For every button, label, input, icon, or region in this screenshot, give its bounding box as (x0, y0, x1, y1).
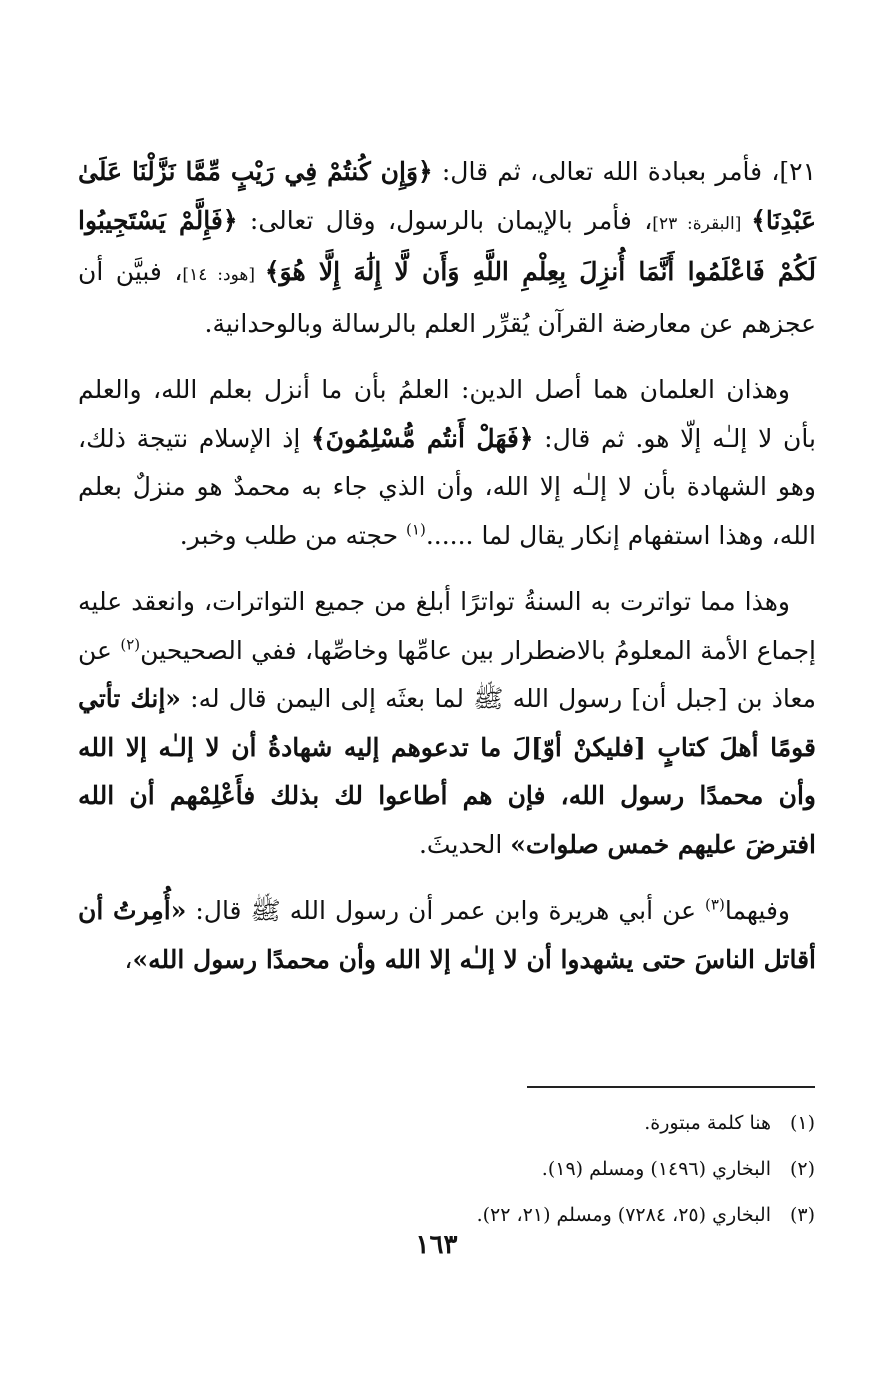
footnote-ref-3[interactable]: (٣) (705, 895, 725, 914)
p4-text-b: عن أبي هريرة وابن عمر أن رسول الله ﷺ قال: (186, 896, 706, 925)
p1-text-b: ، فأمر بالإيمان بالرسول، وقال تعالى: (237, 205, 653, 235)
footnote-2 (115, 1146, 815, 1192)
main-text (78, 148, 816, 1002)
hadith-muadh: «إنك تأتي قومًا أهلَ كتابٍ [فليكنْ أوّ]لَ ما تدعوهم إليه شهادةُ أن لا إلـٰه إلا الله وأن محمدًا رسول الله، فإن هم أطاعوا لك بذلك فأَعْلِمْهم أن الله افترضَ عليهم خمس صلوات» (78, 684, 816, 859)
footnote-number: (٢) (789, 1158, 815, 1180)
footnote-text: هنا كلمة مبتورة. (644, 1112, 771, 1134)
quran-verse-muslimun: ﴿فَهَلْ أَنتُم مُّسْلِمُونَ﴾ (311, 423, 534, 453)
p1-text-a: ٢١]، فأمر بعبادة الله تعالى، ثم قال: (432, 157, 816, 186)
quran-verse-hud: ﴿فَإِلَّمْ يَسْتَجِيبُوا لَكُمْ فَاعْلَمُوا أَنَّمَا أُنزِلَ بِعِلْمِ اللَّهِ وَأَن لَّا إِلَٰهَ إِلَّا هُوَ﴾ (78, 205, 816, 286)
footnote-number: (٣) (789, 1204, 815, 1226)
p2-text-b: إذ الإسلام نتيجة ذلك، وهو الشهادة بأن لا إلـٰه إلا الله، وأن الذي جاء به محمدٌ هو منزلٌ بعلم الله، وهذا استفهام إنكار يقال لما ...... (78, 423, 816, 550)
p2-text-c: حجته من طلب وخبر. (179, 520, 407, 550)
hadith-umirtu: «أُمِرتُ أن أقاتل الناسَ حتى يشهدوا أن لا إلـٰه إلا الله وأن محمدًا رسول الله» (78, 896, 816, 974)
p4-text-a: وفيهما (724, 896, 790, 925)
quran-verse-baqarah: ﴿وَإِن كُنتُمْ فِي رَيْبٍ مِّمَّا نَزَّلْنَا عَلَىٰ عَبْدِنَا﴾ (78, 157, 816, 235)
footnote-text: البخاري (١٤٩٦) ومسلم (١٩). (541, 1158, 771, 1180)
p2-text-a: وهذان العلمان هما أصل الدين: العلمُ بأن ما أنزل بعلم الله، والعلم بأن لا إلـٰه إلّا هو. ثم قال: (78, 375, 816, 453)
paragraph-4 (78, 887, 816, 984)
paragraph-1 (78, 148, 816, 348)
footnote-number: (١) (789, 1112, 815, 1134)
citation-baqarah: [البقرة: ٢٣] (652, 213, 752, 234)
citation-hud: [هود: ١٤] (182, 265, 265, 285)
page-number: ١٦٣ (415, 1230, 458, 1260)
p4-text-c: ، (124, 944, 133, 974)
footnote-text: البخاري (٢٥، ٧٢٨٤) ومسلم (٢١، ٢٢). (476, 1204, 771, 1226)
footnote-ref-1[interactable]: (١) (406, 520, 426, 539)
footnote-ref-2[interactable]: (٢) (120, 635, 141, 654)
p3-text-a: وهذا مما تواترت به السنةُ تواترًا أبلغ من جميع التواترات، وانعقد عليه إجماع الأمة المعلومُ بالاضطرار بين عامِّها وخاصِّها، ففي الصحيحين (78, 587, 816, 665)
p3-text-b: عن معاذ بن [جبل أن] رسول الله ﷺ لما بعثَه إلى اليمن قال له: (78, 635, 816, 713)
footnote-divider (527, 1086, 815, 1088)
paragraph-2 (78, 366, 816, 560)
paragraph-3 (78, 578, 816, 869)
p3-text-c: الحديثَ. (418, 829, 511, 859)
footnote-1 (115, 1100, 815, 1146)
footnotes (115, 1100, 815, 1238)
p1-text-c: ، فبيَّن أن عجزهم عن معارضة القرآن يُقرِّر العلم بالرسالة وبالوحدانية. (78, 257, 816, 338)
